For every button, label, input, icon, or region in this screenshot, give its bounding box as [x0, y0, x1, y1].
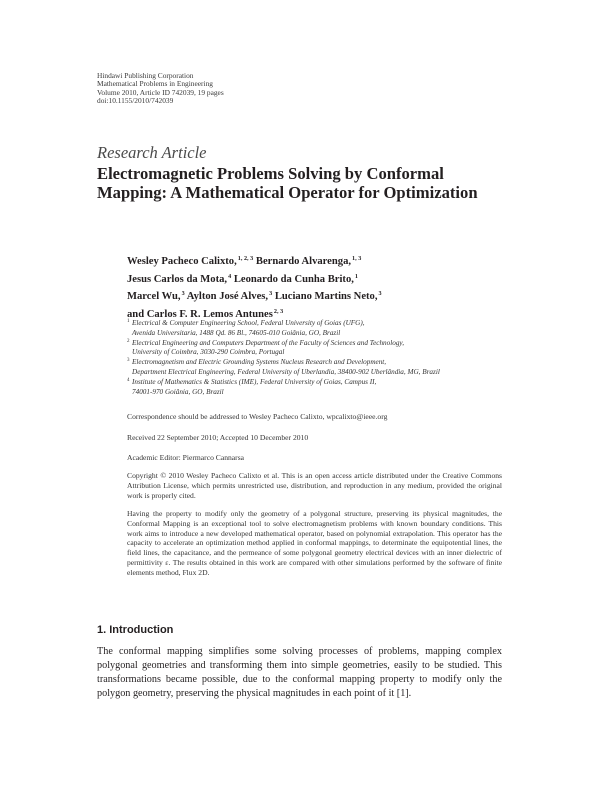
article-type: Research Article [97, 143, 207, 162]
author-affiliation-marker: 3 [269, 290, 273, 298]
author-name: Marcel Wu, [127, 291, 181, 303]
author-name: Bernardo Alvarenga, [255, 256, 352, 267]
affiliation [127, 319, 517, 339]
author-name: Wesley Pacheco Calixto, [127, 256, 237, 267]
affiliation-line: Electromagnetism and Electric Grounding Systems Nucleus Research and Development, [132, 358, 387, 367]
author-affiliation-marker: 1, 2, 3 [237, 255, 254, 262]
author-affiliation-marker: 3 [378, 290, 382, 298]
abstract: Having the property to modify only the geometry of a polygonal structure, preserving its physical magnitudes, the Conformal Mapping is an exceptional tool to solve electromagnetism problems with known boundary conditions. This work aims to introduce a new developed mathematical operator, based on polynomial extrapolation. This operator has the capacity to accelerate an optimization method applied in conformal mappings, to determinate the equipotential lines, the field lines, the capacitance, and the permeance of some polygonal geometry electrical devices with an inner dielectric of permittivity ε. The results obtained in this work are compared with other simulations performed by the software of finite elements method, Flux 2D. [127, 509, 502, 577]
author-affiliation-marker: 1 [354, 272, 358, 280]
affiliation-number: 2 [127, 338, 130, 344]
affiliation-number: 1 [127, 319, 130, 324]
affiliation [127, 378, 517, 398]
author-name: and Carlos F. R. Lemos Antunes [127, 308, 273, 320]
author [187, 291, 275, 302]
author [275, 291, 382, 302]
author [127, 291, 187, 302]
affiliation-line: Institute of Mathematics & Statistics (IME), Federal University of Goias, Campus II, [132, 377, 377, 386]
volume-info: Volume 2010, Article ID 742039, 19 pages [97, 87, 224, 97]
affiliation [127, 339, 517, 359]
academic-editor: Academic Editor: Piermarco Cannarsa [127, 453, 245, 462]
author-list [127, 252, 487, 322]
correspondence: Correspondence should be addressed to Wesley Pacheco Calixto, wpcalixto@ieee.org [127, 412, 388, 421]
copyright-notice: Copyright © 2010 Wesley Pacheco Calixto et al. This is an open access article distributed under the Creative Commons Attribution License, which permits unrestricted use, distribution, and reproduction in any medium, provided the original work is properly cited. [127, 471, 502, 500]
author-affiliation-marker: 3 [181, 290, 185, 298]
author [234, 274, 358, 285]
author-name: Jesus Carlos da Mota, [127, 273, 228, 285]
author [127, 256, 256, 267]
author [256, 256, 361, 267]
affiliation-line: Department Electrical Engineering, Federal University of Uberlandia, 38400-902 Uberlândia, MG, Brazil [132, 367, 440, 376]
author-affiliation-marker: 4 [228, 272, 232, 280]
author [127, 274, 234, 285]
affiliation-line: Avenida Universitaria, 1488 Qd. 86 Bl., 74605-010 Goiânia, GO, Brazil [132, 328, 341, 337]
affiliation-line: Electrical & Computer Engineering School, Federal University of Goias (UFG), [132, 319, 365, 327]
received-dates: Received 22 September 2010; Accepted 10 December 2010 [127, 433, 309, 442]
affiliation-line: Electrical Engineering and Computers Department of the Faculty of Sciences and Technology, [132, 338, 405, 347]
author-affiliation-marker: 1, 3 [352, 255, 362, 262]
doi: doi:10.1155/2010/742039 [97, 95, 174, 105]
affiliation-list [127, 319, 517, 397]
affiliation-line: University of Coimbra, 3030-290 Coimbra, Portugal [132, 348, 285, 357]
affiliation [127, 358, 517, 378]
affiliation-line: 74001-970 Goiânia, GO, Brazil [132, 387, 224, 396]
affiliation-number: 4 [127, 377, 130, 383]
author-affiliation-marker: 2, 3 [273, 307, 284, 315]
author-name: Leonardo da Cunha Brito, [233, 273, 354, 285]
paper-title: Electromagnetic Problems Solving by Conformal Mapping: A Mathematical Operator for Optimization [97, 164, 478, 202]
author-name: Luciano Martins Neto, [274, 291, 378, 303]
author-name: Aylton José Alves, [186, 291, 269, 303]
section-heading: 1. Introduction [97, 624, 174, 636]
publisher-name: Hindawi Publishing Corporation [97, 71, 194, 80]
introduction-text: The conformal mapping simplifies some solving processes of problems, mapping complex polygonal geometries and transforming them into simple geometries, easily to be studied. This transformations became possible, due to the conformal mapping property to modify only the polygon geometry, preserving the physical magnitudes in each point of it [1]. [97, 646, 502, 699]
affiliation-number: 3 [127, 358, 130, 364]
publication-header [97, 72, 224, 105]
journal-name: Mathematical Problems in Engineering [97, 79, 213, 89]
